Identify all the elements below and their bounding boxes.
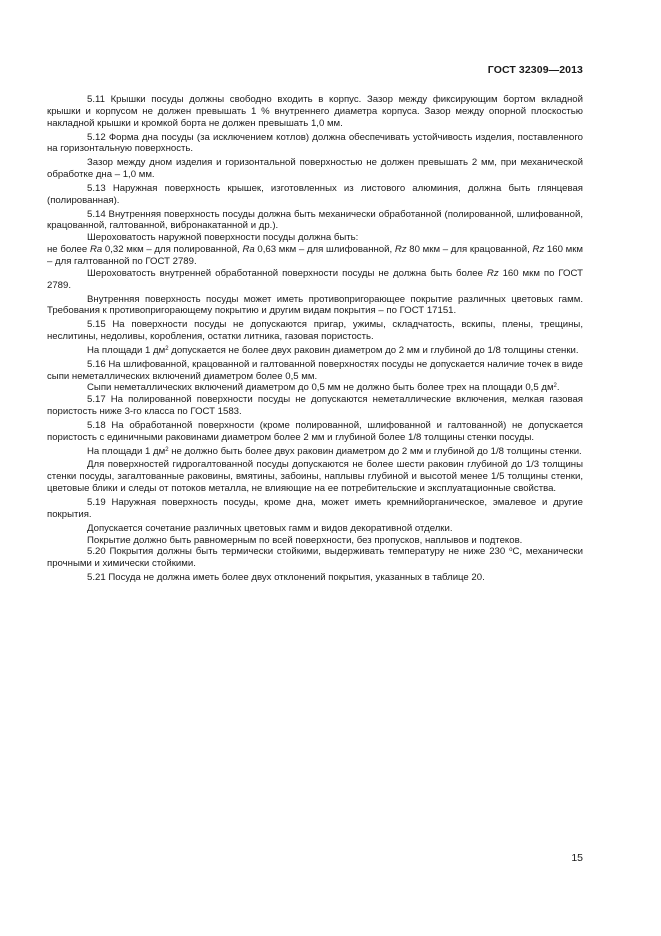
- paragraph-nonstick-coating: Внутренняя поверхность посуды может иметь противопригорающее покрытие различных цветовых гамм. Требования к противопригорающему покрытию и другим видам покрытия – по ГОСТ 17151.: [47, 293, 583, 317]
- document-body: [47, 94, 583, 584]
- paragraph-hydro-tumbled: Для поверхностей гидрогалтованной посуды допускаются не более шести раковин глубиной до 1/3 толщины стенки посуды, загалтованные раковины, вмятины, забоины, наплывы глубиной и высотой менее 1/5 толщины стенки, цветовые блики и следы от потоков металла, не влияющие на ее потребительские и эксплуатационные свойства.: [47, 459, 583, 495]
- paragraph-inclusions-limit: Сыпи неметаллических включений диаметром до 0,5 мм не должно быть более трех на площади 0,5 $дм^2$.: [87, 382, 560, 394]
- paragraph-5-15: 5.15 На поверхности посуды не допускаются пригар, ужимы, складчатость, вскипы, плены, трещины, неслитины, недоливы, коробления, остатки литника, газовая пористость.: [47, 319, 583, 343]
- paragraph-5-18: 5.18 На обработанной поверхности (кроме полированной, шлифованной и галтованной) не допускается пористость с единичными раковинами диаметром более 2 мм и глубиной более 1/8 толщины стенки посуды.: [47, 419, 583, 443]
- paragraph-outer-roughness-values: не более Ra 0,32 мкм – для полированной, Ra 0,63 мкм – для шлифованной, Rz 80 мкм – для крацованной, Rz 160 мкм – для галтованной по ГОСТ 2789.: [47, 244, 584, 267]
- standard-header: ГОСТ 32309—2013: [487, 64, 583, 76]
- paragraph-cavities-limit: На площади 1 $дм^2$ допускается не более двух раковин диаметром до 2 мм и глубиной до 1/8 толщины стенки.: [87, 344, 579, 356]
- paragraph-5-13: 5.13 Наружная поверхность крышек, изготовленных из листового алюминия, должна быть глянцевая (полированная).: [47, 182, 583, 206]
- paragraph-5-17: 5.17 На полированной поверхности посуды не допускаются неметаллические включения, мелкая газовая пористость ниже 3-го класса по ГОСТ 1583.: [47, 394, 583, 418]
- paragraph-5-20: 5.20 Покрытия должны быть термически стойкими, выдерживать температуру не ниже 230 $^о$С, механически прочными и химически стойкими.: [47, 546, 583, 570]
- paragraph-bottom-gap: Зазор между дном изделия и горизонтальной поверхностью не должен превышать 2 мм, при механической обработке дна – 1,0 мм.: [47, 157, 583, 181]
- paragraph-cavities-limit-2: На площади 1 $дм^2$ не должно быть более двух раковин диаметром до 2 мм и глубиной до 1/8 толщины стенки.: [87, 445, 582, 457]
- paragraph-inner-roughness: Шероховатость внутренней обработанной поверхности посуды не должна быть более Rz 160 мкм по ГОСТ 2789.: [47, 267, 583, 291]
- paragraph-5-16: 5.16 На шлифованной, крацованной и галтованной поверхностях посуды не допускается наличие точек в виде сыпи неметаллических включений диаметром более 0,5 мм.: [47, 358, 583, 382]
- paragraph-5-19: 5.19 Наружная поверхность посуды, кроме дна, может иметь кремнийорганическое, эмалевое и другие покрытия.: [47, 497, 583, 520]
- paragraph-decorative-finish: Допускается сочетание различных цветовых гамм и видов декоративной отделки.: [87, 522, 453, 534]
- paragraph-5-14: 5.14 Внутренняя поверхность посуды должна быть механически обработанной (полированной, шлифованной, крацованной, галтованной, вибронакатанной и др.).: [47, 208, 583, 232]
- paragraph-coating-uniform: Покрытие должно быть равномерным по всей поверхности, без пропусков, наплывов и подтеков.: [87, 534, 523, 546]
- paragraph-outer-roughness-intro: Шероховатость наружной поверхности посуды должна быть:: [87, 232, 359, 244]
- paragraph-5-21: 5.21 Посуда не должна иметь более двух отклонений покрытия, указанных в таблице 20.: [87, 572, 485, 584]
- page-number: 15: [571, 852, 583, 864]
- paragraph-5-12: 5.12 Форма дна посуды (за исключением котлов) должна обеспечивать устойчивость изделия, поставленного на горизонтальную поверхность.: [47, 131, 583, 155]
- paragraph-5-11: 5.11 Крышки посуды должны свободно входить в корпус. Зазор между фиксирующим бортом вкладной крышки и корпусом не должен превышать 1 % внутреннего диаметра корпуса. Зазор между опорной плоскостью накладной крышки и кромкой борта не должен превышать 1,0 мм.: [47, 94, 583, 129]
